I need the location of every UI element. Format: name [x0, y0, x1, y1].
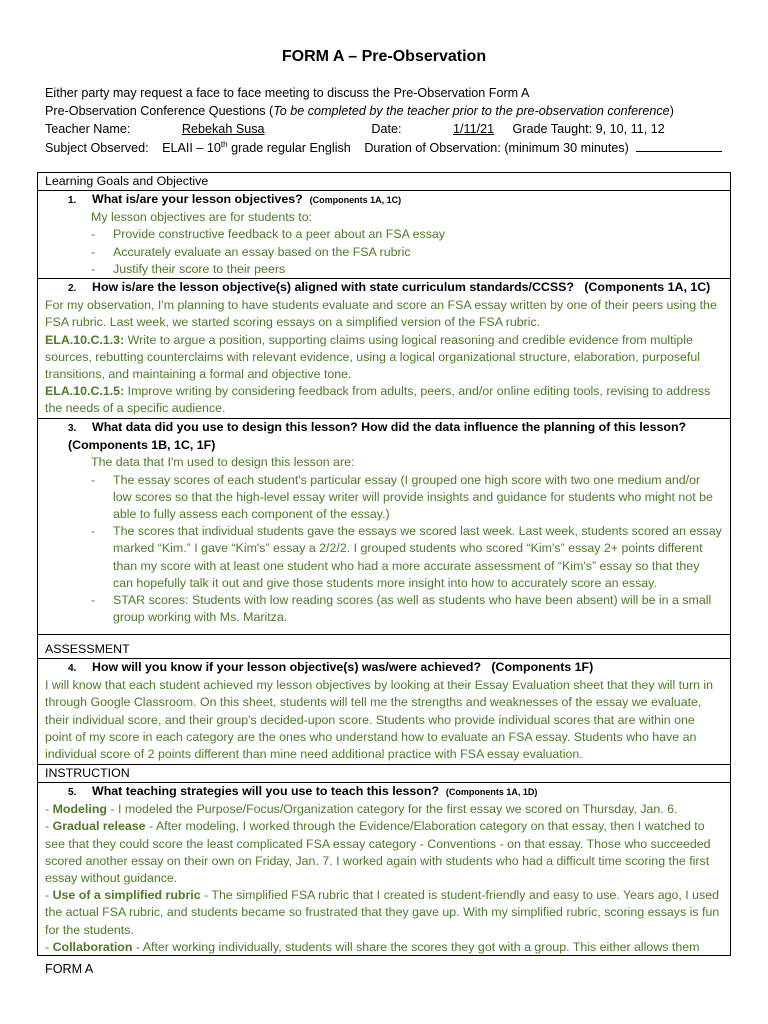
strategy-text: - After working individually, students will share the scores they got with a group. This either allows them — [132, 939, 700, 954]
objective-item: - Accurately evaluate an essay based on the FSA rubric — [91, 244, 722, 261]
question-1-components: (Components 1A, 1C) — [309, 195, 402, 205]
grade-label: Grade Taught: — [512, 122, 593, 136]
question-5-answer — [38, 801, 730, 955]
date-label: Date: — [371, 122, 402, 136]
question-5 — [38, 783, 730, 801]
strategy-term: Modeling — [52, 802, 107, 817]
question-5-block — [38, 783, 730, 955]
subject-value-post: grade regular English — [227, 141, 351, 156]
subject-line — [45, 140, 722, 155]
question-4-answer: I will know that each student achieved my lesson objectives by looking at their Essay Evaluation sheet that they will turn in through Google Classroom. On this sheet, students will tell me the strengths and weaknesses of the essay we evaluate, their individual score, and their group's decided-upon score. Students who provide individual scores that are within one point of my score in each category are the ones who understand how to evaluate an FSA essay. Students who have an individual score of 2 points different than mine need additional practice with FSA essay evaluation. — [45, 678, 714, 762]
standard-1 — [45, 332, 724, 384]
teacher-name-label: Teacher Name: — [45, 122, 131, 136]
strategy-text: - After modeling, I worked through the Evidence/Elaboration category on that essay, then I watched to see that they could score the least complicated FSA essay category - Conventions - on that essay. Those who succeeded scored another essay on their own on Friday, Jan. 7. I worked again with students who had a difficult time scoring the first essay without guidance. — [45, 819, 711, 886]
question-2-answer — [38, 297, 730, 417]
question-4-text: How will you know if your lesson objective(s) was/were achieved? — [92, 660, 482, 674]
question-5-components: (Components 1A, 1D) — [445, 787, 538, 797]
page-footer: FORM A — [45, 962, 94, 976]
strategy-text: - The simplified FSA rubric that I created is student-friendly and easy to use. Years ago, I used the actual FSA rubric, and students became so frustrated that they gave up. With my simplified rubric, scoring essays is fun for the students. — [45, 888, 720, 937]
objective-item: - Provide constructive feedback to a peer about an FSA essay — [91, 226, 722, 243]
intro-line-2 — [45, 104, 674, 118]
question-1-number: 1. — [68, 195, 77, 206]
duration-label: Duration of Observation: (minimum 30 minutes) — [364, 141, 629, 156]
intro-line-2-text: Pre-Observation Conference Questions ( — [45, 104, 274, 118]
question-3-intro: The data that I'm used to design this lesson are: — [91, 455, 355, 470]
question-1-intro: My lesson objectives are for students to: — [91, 210, 313, 225]
section-learning-goals: Learning Goals and Objective — [38, 173, 730, 191]
form-table — [37, 172, 731, 956]
question-2-components: (Components 1A, 1C) — [584, 280, 711, 294]
form-title: FORM A – Pre-Observation — [281, 48, 487, 65]
question-5-text: What teaching strategies will you use to teach this lesson? — [92, 784, 440, 798]
subject-label: Subject Observed: — [45, 141, 149, 156]
question-1-block — [38, 191, 730, 279]
strategy-term: Gradual release — [52, 819, 146, 834]
question-2-block — [38, 279, 730, 419]
question-4-number: 4. — [68, 663, 77, 674]
question-2-paragraph: For my observation, I'm planning to have students evaluate and score an FSA essay written by one of their peers using the FSA rubric. Last week, we started scoring essays on a simplified version of the FSA rubric. — [45, 298, 717, 330]
intro-line-2-italic: To be completed by the teacher prior to the pre-observation conference — [273, 104, 670, 118]
question-4-block — [38, 659, 730, 765]
standard-1-code: ELA.10.C.1.3: — [45, 332, 125, 347]
duration-blank — [636, 141, 722, 152]
question-3-number: 3. — [68, 423, 77, 434]
question-4 — [38, 659, 730, 677]
section-instruction: INSTRUCTION — [38, 765, 730, 783]
strategy-item: - Modeling - I modeled the Purpose/Focus/Organization category for the first essay we scored on Thursday, Jan. 6. — [45, 802, 678, 817]
standard-2-code: ELA.10.C.1.5: — [45, 384, 125, 399]
strategy-term: Collaboration — [52, 939, 133, 954]
subject-value — [162, 141, 351, 155]
objective-item: - Justify their score to their peers — [91, 261, 722, 278]
strategy-term: Use of a simplified rubric — [52, 888, 201, 903]
strategy-item: - Gradual release - After modeling, I worked through the Evidence/Elaboration category on that essay, then I watched to see that they could score the least complicated FSA essay category - Conventions - on that essay. Those who succeeded scored another essay on their own on Friday, Jan. 7. I worked again with students who had a difficult time scoring the first essay without guidance. — [45, 819, 711, 886]
data-item: - The essay scores of each student's particular essay (I grouped one high score with two one medium and/or low scores so that the high-level essay writer will provide insights and guidance for students who might not be able to fully assess each component of the essay.) — [91, 472, 722, 524]
question-3-block — [38, 419, 730, 635]
question-2-number: 2. — [68, 283, 77, 294]
subject-value-sup: th — [220, 140, 228, 149]
strategy-item: - Use of a simplified rubric - The simplified FSA rubric that I created is student-friendly and easy to use. Years ago, I used the actual FSA rubric, and students became so frustrated that they gave up. With my simplified rubric, scoring essays is fun for the students. — [45, 888, 720, 937]
data-item: - The scores that individual students gave the essays we scored last week. Last week, students scored an essay marked “Kim.” I gave “Kim's” essay a 2/2/2. I grouped students who scored “Kim's” essay 2+ points different than my score with at least one student who had a more accurate assessment of “Kim's” essay so that they can hopefully talk it out and give those students more insight into how to accurately score an essay. — [91, 523, 722, 592]
subject-value-pre: ELAII – 10 — [162, 141, 221, 156]
question-1 — [38, 191, 730, 209]
teacher-line — [45, 122, 665, 136]
standard-2 — [45, 383, 724, 417]
teacher-name-value: Rebekah Susa — [181, 122, 265, 136]
question-3 — [38, 419, 730, 454]
data-item: - STAR scores: Students with low reading scores (as well as students who have been absent) will be in a small group working with Ms. Maritza. — [91, 592, 722, 626]
grade-value: 9, 10, 11, 12 — [595, 122, 665, 136]
question-1-list — [38, 226, 730, 278]
question-3-text: What data did you use to design this lesson? How did the data influence the planning of this lesson? (Components 1B, 1C, 1F) — [68, 420, 687, 453]
question-2 — [38, 279, 730, 297]
question-3-list — [38, 472, 730, 627]
intro-line-1: Either party may request a face to face meeting to discuss the Pre-Observation Form A — [45, 86, 530, 100]
section-assessment: ASSESSMENT — [38, 641, 730, 659]
question-2-text: How is/are the lesson objective(s) aligned with state curriculum standards/CCSS? — [92, 280, 574, 294]
standard-2-text: Improve writing by considering feedback from adults, peers, and/or online editing tools, revising to address the needs of a specific audience. — [45, 384, 711, 416]
date-value: 1/11/21 — [453, 122, 495, 136]
question-1-text: What is/are your lesson objectives? — [92, 192, 303, 206]
question-4-components: (Components 1F) — [491, 660, 594, 674]
strategy-item: - Collaboration - After working individually, students will share the scores they got with a group. This either allows them — [45, 939, 700, 954]
strategy-text: - I modeled the Purpose/Focus/Organization category for the first essay we scored on Thursday, Jan. 6. — [106, 802, 678, 817]
intro-line-2-end: ) — [669, 104, 674, 118]
question-5-number: 5. — [68, 787, 77, 798]
standard-1-text: Write to argue a position, supporting claims using logical reasoning and credible evidence from multiple sources, rebutting counterclaims with relevant evidence, using a logical organizational structure, elaboration, purposeful transitions, and maintaining a formal and objective tone. — [45, 332, 701, 382]
